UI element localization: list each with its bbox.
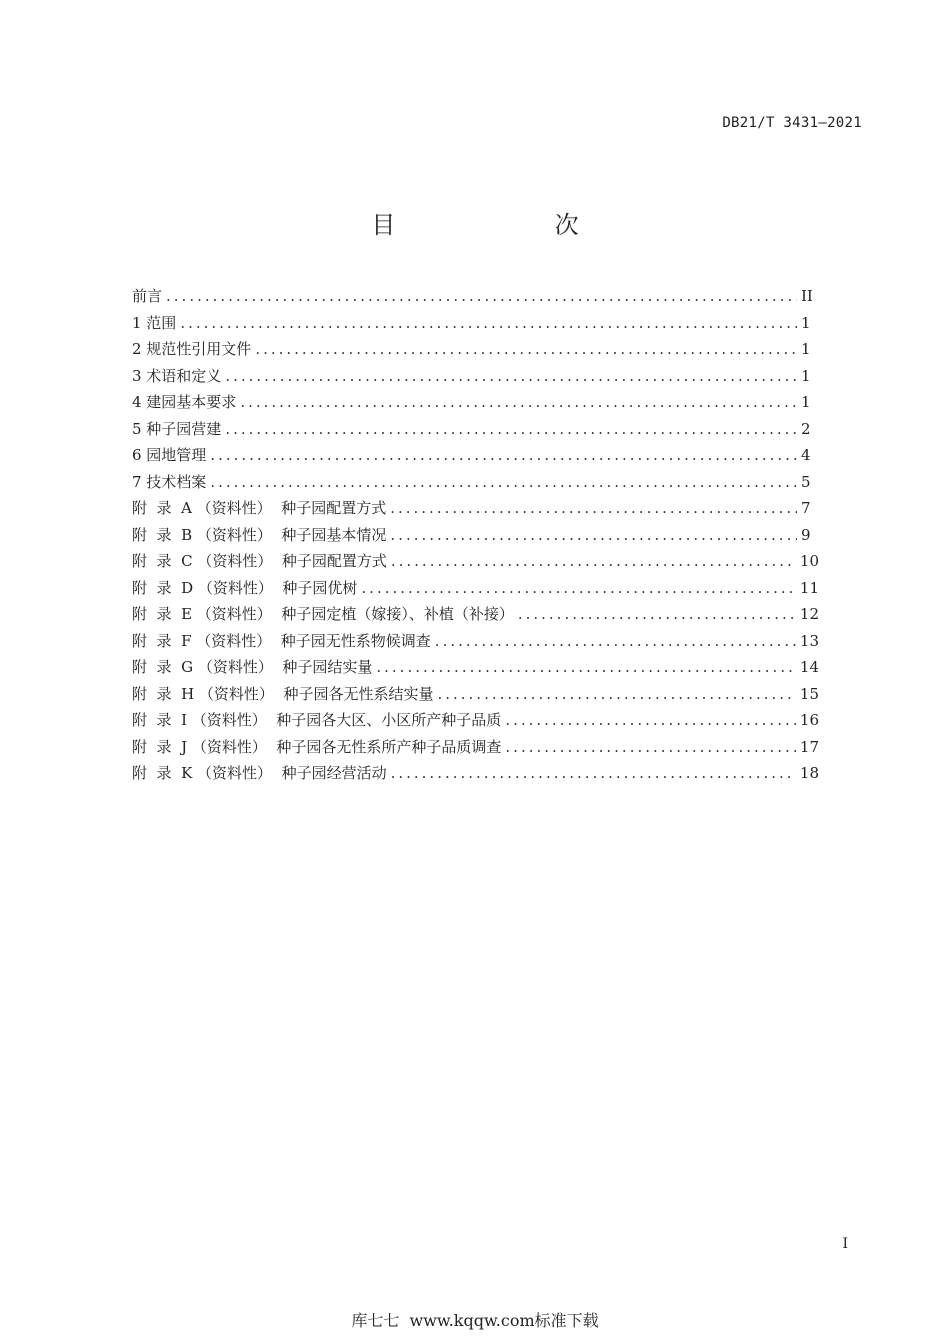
toc-entry[interactable]: [132, 312, 819, 339]
toc-entry-label: 2 规范性引用文件: [132, 340, 252, 358]
toc-entry-page: 9: [801, 525, 811, 544]
toc-entry-label: 3 术语和定义: [132, 366, 222, 385]
toc-entry-label: 6 园地管理: [132, 446, 207, 464]
toc-entry[interactable]: [132, 656, 819, 683]
toc-entry-label: 附 录 E （资料性） 种子园定植（嫁接）、补植（补接）: [132, 605, 514, 623]
toc-entry[interactable]: [132, 444, 819, 471]
toc-leader-dots: [391, 552, 796, 570]
table-of-contents: [132, 285, 819, 789]
toc-leader-dots: [255, 340, 797, 358]
toc-entry-page: 10: [799, 552, 819, 570]
toc-entry-label: 附 录 G （资料性） 种子园结实量: [132, 658, 373, 676]
toc-leader-dots: [225, 367, 797, 385]
toc-entry-page: 13: [799, 631, 819, 650]
toc-entry[interactable]: [132, 550, 819, 577]
toc-entry-page: 11: [799, 578, 819, 597]
toc-entry-page: 1: [801, 393, 811, 411]
toc-entry-label: 附 录 K （资料性） 种子园经营活动: [132, 764, 387, 782]
page-number: I: [842, 1236, 848, 1252]
toc-leader-dots: [180, 314, 797, 332]
document-code: DB21/T 3431—2021: [722, 115, 862, 131]
toc-entry[interactable]: [132, 524, 819, 551]
toc-leader-dots: [437, 685, 795, 703]
toc-leader-dots: [210, 473, 797, 491]
toc-entry-page: II: [801, 287, 813, 305]
toc-leader-dots: [390, 526, 797, 544]
toc-entry-label: 1 范围: [132, 313, 177, 332]
toc-entry-page: 4: [801, 446, 811, 464]
toc-entry-page: 1: [801, 313, 811, 332]
toc-entry[interactable]: [132, 365, 819, 392]
toc-entry[interactable]: [132, 338, 819, 365]
toc-entry[interactable]: [132, 497, 819, 524]
toc-entry-label: 附 录 F （资料性） 种子园无性系物候调查: [132, 631, 431, 650]
toc-leader-dots: [518, 605, 796, 623]
toc-entry-label: 附 录 B （资料性） 种子园基本情况: [132, 525, 387, 544]
toc-entry-page: 18: [799, 764, 819, 782]
toc-entry-label: 7 技术档案: [132, 472, 207, 491]
footer-watermark: 库七七 www.kqqw.com标准下载: [351, 1311, 599, 1330]
toc-entry[interactable]: [132, 577, 819, 604]
toc-entry[interactable]: [132, 418, 819, 445]
toc-leader-dots: [361, 579, 796, 597]
toc-entry[interactable]: [132, 603, 819, 630]
toc-entry[interactable]: [132, 391, 819, 418]
toc-leader-dots: [376, 658, 796, 676]
toc-entry[interactable]: [132, 630, 819, 657]
toc-entry-page: 5: [801, 472, 811, 491]
toc-entry[interactable]: [132, 736, 819, 763]
toc-leader-dots: [390, 499, 797, 517]
toc-entry-page: 17: [799, 737, 819, 756]
toc-entry-page: 12: [799, 605, 819, 623]
toc-leader-dots: [166, 287, 797, 305]
toc-entry[interactable]: [132, 709, 819, 736]
toc-entry-page: 1: [801, 340, 811, 358]
toc-leader-dots: [435, 632, 796, 650]
toc-leader-dots: [505, 711, 796, 729]
toc-entry-page: 7: [801, 499, 811, 517]
toc-entry[interactable]: [132, 762, 819, 789]
toc-entry-page: 16: [799, 711, 819, 729]
toc-entry-label: 附 录 H （资料性） 种子园各无性系结实量: [132, 684, 434, 703]
toc-entry-label: 5 种子园营建: [132, 419, 222, 438]
toc-entry-page: 2: [801, 419, 811, 438]
toc-leader-dots: [210, 446, 797, 464]
toc-entry-label: 附 录 C （资料性） 种子园配置方式: [132, 552, 387, 570]
toc-leader-dots: [391, 764, 796, 782]
page-title: 目 次: [371, 211, 627, 239]
toc-leader-dots: [225, 420, 797, 438]
toc-entry-page: 14: [799, 658, 819, 676]
toc-entry-label: 附 录 I （资料性） 种子园各大区、小区所产种子品质: [132, 711, 502, 729]
toc-entry-page: 15: [799, 684, 819, 703]
toc-entry-label: 4 建园基本要求: [132, 393, 237, 411]
toc-entry-page: 1: [801, 366, 811, 385]
toc-leader-dots: [505, 738, 796, 756]
toc-entry[interactable]: [132, 471, 819, 498]
toc-entry-label: 附 录 A （资料性） 种子园配置方式: [132, 499, 387, 517]
toc-entry[interactable]: [132, 683, 819, 710]
toc-entry-label: 附 录 J （资料性） 种子园各无性系所产种子品质调查: [132, 737, 502, 756]
toc-entry-label: 前言: [132, 287, 163, 305]
toc-entry-label: 附 录 D （资料性） 种子园优树: [132, 578, 358, 597]
toc-entry[interactable]: [132, 285, 819, 312]
toc-leader-dots: [240, 393, 797, 411]
